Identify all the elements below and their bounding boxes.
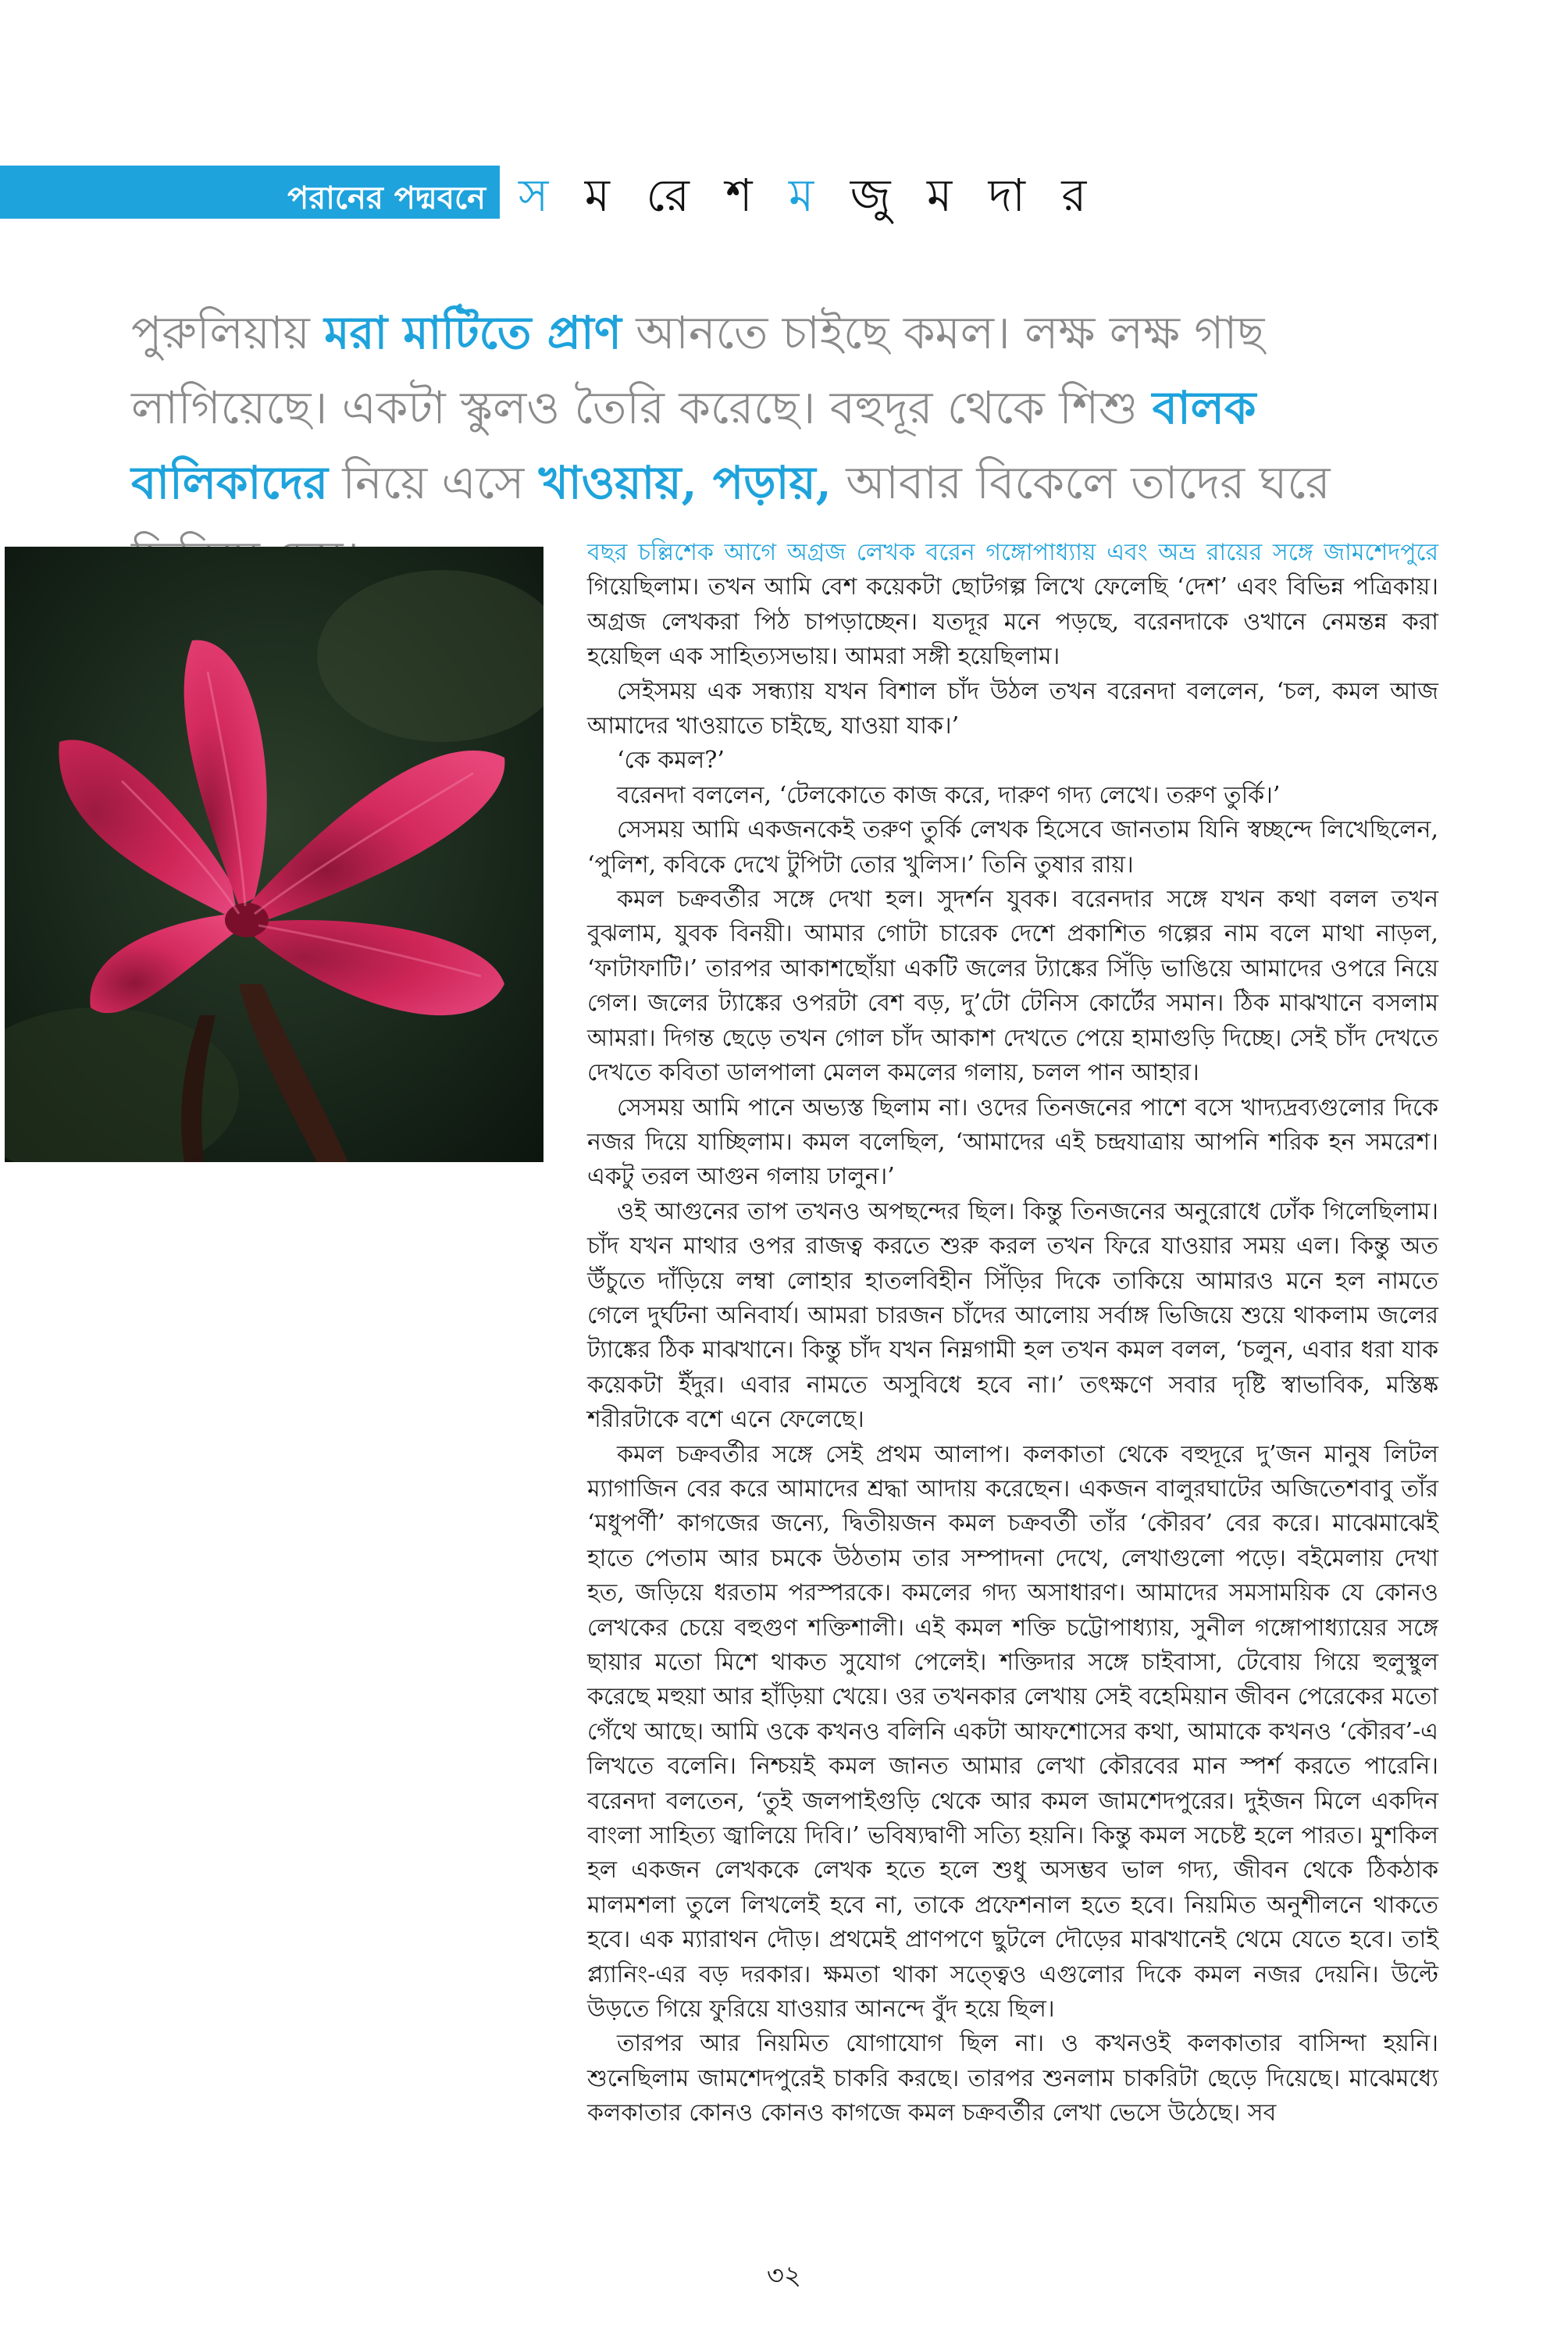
author-first-rest: ম রে শ <box>559 169 789 222</box>
series-title: পরানের পদ্মবনে <box>0 166 500 219</box>
flower-photo <box>5 547 543 1162</box>
paragraph: ওই আগুনের তাপ তখনও অপছন্দের ছিল। কিন্তু তিনজনের অনুরোধে ঢোঁক গিলেছিলাম। চাঁদ যখন মাথার ওপর রাজত্ব করতে শুরু করল তখন ফিরে যাওয়ার সময় এল। কিন্তু অত উঁচুতে দাঁড়িয়ে লম্বা লোহার হাতলবিহীন সিঁড়ির দিকে তাকিয়ে আমারও মনে হল নামতে গেলে দুর্ঘটনা অনিবার্য। আমরা চারজন চাঁদের আলোয় সর্বাঙ্গ ভিজিয়ে শুয়ে থাকলাম জলের ট্যাঙ্কের ঠিক মাঝখানে। কিন্তু চাঁদ যখন নিম্নগামী হল তখন কমল বলল, ‘চলুন, এবার ধরা যাক কয়েকটা ইঁদুর। এবার নামতে অসুবিধে হবে না।’ তৎক্ষণে সবার দৃষ্টি স্বাভাবিক, মস্তিষ্ক শরীরটাকে বশে এনে ফেলেছে। <box>587 1197 1438 1434</box>
quote-text-1: পুরুলিয়ায় <box>131 306 325 359</box>
paragraph <box>587 536 1438 675</box>
paragraph: সেসময় আমি একজনকেই তরুণ তুর্কি লেখক হিসেবে জানতাম যিনি স্বচ্ছন্দে লিখেছিলেন, ‘পুলিশ, কবিকে দেখে টুপিটা তোর খুলিস।’ তিনি তুষার রায়। <box>587 816 1438 879</box>
paragraph: ‘কে কমল?’ <box>617 747 725 775</box>
paragraph: কমল চক্রবর্তীর সঙ্গে দেখা হল। সুদর্শন যুবক। বরেনদার সঙ্গে যখন কথা বলল তখন বুঝলাম, যুবক বিনয়ী। আমার গোটা চারেক দেশে প্রকাশিত গল্পের নাম বলে মাথা নাড়ল, ‘ফাটাফাটি।’ তারপর আকাশছোঁয়া একটি জলের ট্যাঙ্কের সিঁড়ি ভাঙিয়ে আমাদের ওপরে নিয়ে গেল। জলের ট্যাঙ্কের ওপরটা বেশ বড়, দু’টো টেনিস কোর্টের সমান। ঠিক মাঝখানে বসলাম আমরা। দিগন্ত ছেড়ে তখন গোল চাঁদ আকাশ দেখতে পেয়ে হামাগুড়ি দিচ্ছে। সেই চাঁদ দেখতে দেখতে কবিতা ডালপালা মেলল কমলের গলায়, চলল পান আহার। <box>587 886 1438 1087</box>
quote-text-3: নিয়ে এসে <box>328 456 539 509</box>
paragraph: তারপর আর নিয়মিত যোগাযোগ ছিল না। ও কখনওই কলকাতার বাসিন্দা হয়নি। শুনেছিলাম জামশেদপুরেই চাকরি করছে। তারপর শুনলাম চাকরিটা ছেড়ে দিয়েছে। মাঝেমধ্যে কলকাতার কোনও কোনও কাগজে কমল চক্রবর্তীর লেখা ভেসে উঠেছে। সব <box>587 2030 1438 2127</box>
quote-text-2: আনতে চাইছে কমল। লক্ষ লক্ষ গাছ লাগিয়েছে। একটা স্কুলও তৈরি করেছে। বহুদূর থেকে শিশু <box>131 306 1265 434</box>
quote-highlight-1: মরা মাটিতে প্রাণ <box>324 306 622 359</box>
article-body <box>587 536 1438 2131</box>
paragraph: সেসময় আমি পানে অভ্যস্ত ছিলাম না। ওদের তিনজনের পাশে বসে খাদ্যদ্রব্যগুলোর দিকে নজর দিয়ে যাচ্ছিলাম। কমল বলেছিল, ‘আমাদের এই চন্দ্রযাত্রায় আপনি শরিক হন সমরেশ। একটু তরল আগুন গলায় ঢালুন।’ <box>587 1093 1438 1191</box>
page-number: ৩২ <box>766 2260 802 2291</box>
quote-text-4: আবার বিকেলে তাদের ঘরে <box>846 456 1331 509</box>
flower-illustration <box>5 547 543 1162</box>
paragraph: সেইসময় এক সন্ধ্যায় যখন বিশাল চাঁদ উঠল তখন বরেনদা বললেন, ‘চল, কমল আজ আমাদের খাওয়াতে চাইছে, যাওয়া যাক।’ <box>587 677 1438 740</box>
paragraph-text: গিয়েছিলাম। তখন আমি বেশ কয়েকটা ছোটগল্প লিখে ফেলেছি ‘দেশ’ এবং বিভিন্ন পত্রিকায়। অগ্রজ লেখকরা পিঠ চাপড়াচ্ছেন। যতদূর মনে পড়ছে, বরেনদাকে ওখানে নেমন্তন্ন করা হয়েছিল এক সাহিত্যসভায়। আমরা সঙ্গী হয়েছিলাম। <box>587 573 1438 671</box>
paragraph: কমল চক্রবর্তীর সঙ্গে সেই প্রথম আলাপ। কলকাতা থেকে বহুদূরে দু’জন মানুষ লিটল ম্যাগাজিন বের করে আমাদের শ্রদ্ধা আদায় করেছেন। একজন বালুরঘাটের অজিতেশবাবু তাঁর ‘মধুপর্ণী’ কাগজের জন্যে, দ্বিতীয়জন কমল চক্রবর্তী তাঁর ‘কৌরব’ বের করে। মাঝেমাঝেই হাতে পেতাম আর চমকে উঠতাম তার সম্পাদনা দেখে, লেখাগুলো পড়ে। বইমেলায় দেখা হত, জড়িয়ে ধরতাম পরস্পরকে। কমলের গদ্য অসাধারণ। আমাদের সমসাময়িক যে কোনও লেখকের চেয়ে বহুগুণ শক্তিশালী। এই কমল শক্তি চট্টোপাধ্যায়, সুনীল গঙ্গোপাধ্যায়ের সঙ্গে ছায়ার মতো মিশে থাকত সুযোগ পেলেই। শক্তিদার সঙ্গে চাইবাসা, টেবোয় গিয়ে হুলুস্থুল করেছে মহুয়া আর হাঁড়িয়া খেয়ে। ওর তখনকার লেখায় সেই বহেমিয়ান জীবন পেরেকের মতো গেঁথে আছে। আমি ওকে কখনও বলিনি একটা আফশোসের কথা, আমাকে কখনও ‘কৌরব’-এ লিখতে বলেনি। নিশ্চয়ই কমল জানত আমার লেখা কৌরবের মান স্পর্শ করতে পারেনি। বরেনদা বলতেন, ‘তুই জলপাইগুড়ি থেকে আর কমল জামশেদপুরের। দুইজন মিলে একদিন বাংলা সাহিত্য জ্বালিয়ে দিবি।’ ভবিষ্যদ্বাণী সত্যি হয়নি। কিন্তু কমল সচেষ্ট হলে পারত। মুশকিল হল একজন লেখককে লেখক হতে হলে শুধু অসম্ভব ভাল গদ্য, জীবন থেকে ঠিকঠাক মালমশলা তুলে লিখলেই হবে না, তাকে প্রফেশনাল হতে হবে। নিয়মিত অনুশীলনে থাকতে হবে। এক ম্যারাথন দৌড়। প্রথমেই প্রাণপণে ছুটলে দৌড়ের মাঝখানেই থেমে যেতে হবে। তাই প্ল্যানিং-এর বড় দরকার। ক্ষমতা থাকা সত্ত্বেও এগুলোর দিকে কমল নজর দেয়নি। উল্টে উড়তে গিয়ে ফুরিয়ে যাওয়ার আনন্দে বুঁদ হয়ে ছিল। <box>587 1440 1438 2024</box>
lead-in-text: বছর চল্লিশেক আগে অগ্রজ লেখক বরেন গঙ্গোপাধ্যায় এবং অভ্র রায়ের সঙ্গে জামশেদপুরে <box>587 539 1438 566</box>
quote-highlight-2: বালক বালিকাদের <box>131 381 1256 509</box>
page-header <box>0 166 1098 228</box>
quote-highlight-3: খাওয়ায়, পড়ায়, <box>538 456 832 509</box>
author-last-rest: জু ম দা র <box>825 169 1098 222</box>
author-name <box>519 161 1097 237</box>
author-first-initial: স <box>519 169 560 222</box>
paragraph: বরেনদা বললেন, ‘টেলকোতে কাজ করে, দারুণ গদ্য লেখে। তরুণ তুর্কি।’ <box>617 781 1281 809</box>
author-last-initial: ম <box>789 169 825 222</box>
